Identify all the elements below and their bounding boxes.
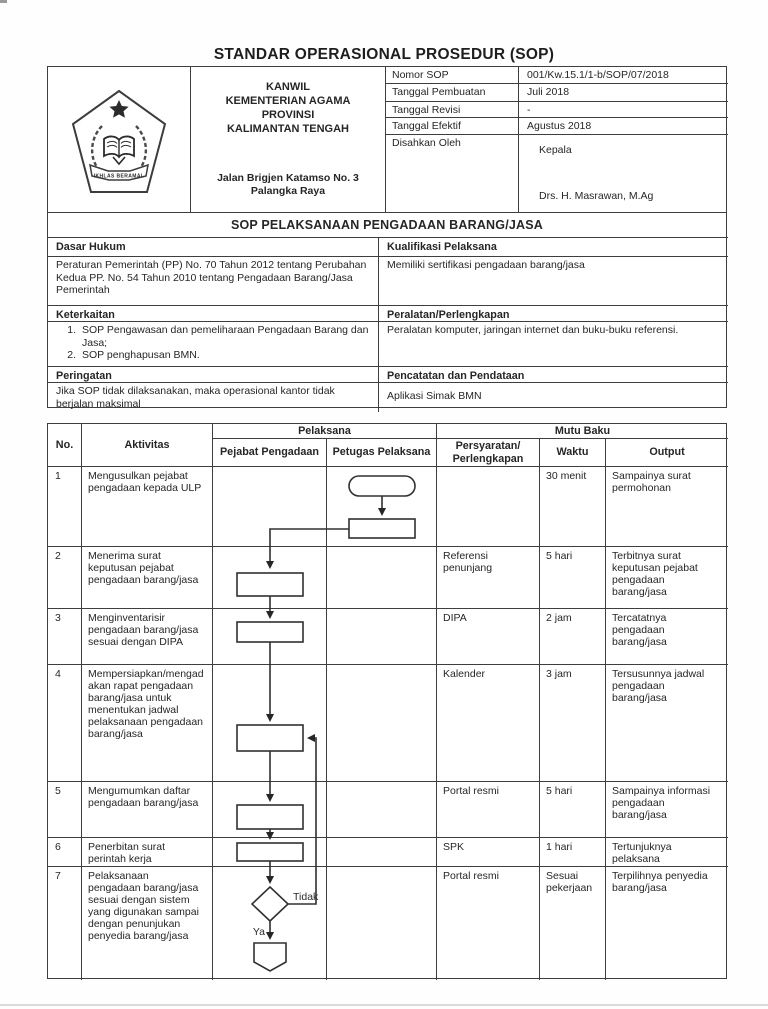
column-header-mutu-baku: Mutu Baku xyxy=(437,424,728,439)
section-header-dasar-hukum: Dasar Hukum xyxy=(48,237,379,256)
cell-output: Sampainya surat permohonan xyxy=(606,467,728,547)
flow-label-ya: Ya xyxy=(252,926,265,938)
flow-cell-petugas xyxy=(327,782,437,838)
meta-label-tanggal-pembuatan: Tanggal Pembuatan xyxy=(386,84,519,102)
info-sections xyxy=(48,237,726,412)
cell-waktu: 3 jam xyxy=(540,665,606,782)
flow-cell-petugas xyxy=(327,838,437,867)
approval-cell xyxy=(519,135,728,212)
flow-cell-petugas xyxy=(327,547,437,609)
cell-no: 4 xyxy=(48,665,82,782)
cell-waktu: Sesuai pekerjaan xyxy=(540,867,606,980)
item-text: SOP penghapusan BMN. xyxy=(82,349,200,361)
cell-no: 1 xyxy=(48,467,82,547)
letterhead xyxy=(48,67,726,212)
org-line: KEMENTERIAN AGAMA xyxy=(225,95,351,107)
meta-value-tanggal-revisi: - xyxy=(519,102,728,118)
item-number: 2. xyxy=(67,349,76,361)
cell-no: 2 xyxy=(48,547,82,609)
cell-output: Tercatatnya pengadaan barang/jasa xyxy=(606,609,728,665)
persyaratan-label: Persyaratan/ Perlengkapan xyxy=(452,440,524,465)
meta-label-disahkan-oleh: Disahkan Oleh xyxy=(386,135,519,212)
document-header-block xyxy=(47,66,727,408)
document-title: STANDAR OPERASIONAL PROSEDUR (SOP) xyxy=(213,46,555,63)
cell-persyaratan: Portal resmi xyxy=(437,782,540,838)
cell-persyaratan: DIPA xyxy=(437,609,540,665)
cell-persyaratan: SPK xyxy=(437,838,540,867)
cell-output: Tersusunnya jadwal pengadaan barang/jasa xyxy=(606,665,728,782)
flow-cell-petugas xyxy=(327,867,437,980)
approver-name: Drs. H. Masrawan, M.Ag xyxy=(539,190,654,202)
item-number: 1. xyxy=(67,324,76,336)
section-header-peringatan: Peringatan xyxy=(48,366,379,382)
cell-no: 5 xyxy=(48,782,82,838)
section-body-peralatan: Peralatan komputer, jaringan internet dan buku-buku referensi. xyxy=(379,321,728,366)
meta-label-tanggal-revisi: Tanggal Revisi xyxy=(386,102,519,118)
meta-label-nomor-sop: Nomor SOP xyxy=(386,67,519,84)
flow-cell-petugas xyxy=(327,467,437,547)
keterkaitan-item xyxy=(56,324,372,349)
column-header-persyaratan xyxy=(437,439,540,467)
cell-waktu: 30 menit xyxy=(540,467,606,547)
flow-cell-pejabat xyxy=(213,838,327,867)
approver-title: Kepala xyxy=(539,144,572,156)
cell-output: Terbitnya surat keputusan pejabat pengadaan barang/jasa xyxy=(606,547,728,609)
cell-waktu: 5 hari xyxy=(540,547,606,609)
org-line: PROVINSI xyxy=(261,109,315,121)
cell-persyaratan: Portal resmi xyxy=(437,867,540,980)
organization-name xyxy=(195,80,381,136)
meta-value-tanggal-efektif: Agustus 2018 xyxy=(519,118,728,135)
process-table xyxy=(47,423,727,979)
cell-no: 6 xyxy=(48,838,82,867)
column-header-pejabat-pengadaan: Pejabat Pengadaan xyxy=(213,439,327,467)
column-header-petugas-pelaksana: Petugas Pelaksana xyxy=(327,439,437,467)
flow-cell-pejabat xyxy=(213,867,327,980)
flow-cell-pejabat xyxy=(213,665,327,782)
cell-aktivitas: Mengumumkan daftar pengadaan barang/jasa xyxy=(82,782,213,838)
cell-persyaratan: Referensi penunjang xyxy=(437,547,540,609)
meta-label-tanggal-efektif: Tanggal Efektif xyxy=(386,118,519,135)
flow-cell-pejabat xyxy=(213,609,327,665)
cell-aktivitas: Menerima surat keputusan pejabat pengadaan barang/jasa xyxy=(82,547,213,609)
organization-cell xyxy=(191,67,386,212)
cell-waktu: 2 jam xyxy=(540,609,606,665)
flow-label-tidak: Tidak xyxy=(293,891,319,903)
cell-output: Tertunjuknya pelaksana xyxy=(606,838,728,867)
section-body-peringatan: Jika SOP tidak dilaksanakan, maka operasional kantor tidak berjalan maksimal xyxy=(48,382,379,412)
cell-aktivitas: Mempersiapkan/mengadakan rapat pengadaan barang/jasa untuk menentukan jadwal pelaksanaan pengadaan barang/jasa xyxy=(82,665,213,782)
cell-aktivitas: Pelaksanaan pengadaan barang/jasa sesuai dengan sistem yang digunakan sampai dengan penunjukan penyedia barang/jasa xyxy=(82,867,213,980)
column-header-waktu: Waktu xyxy=(540,439,606,467)
section-body-kualifikasi-pelaksana: Memiliki sertifikasi pengadaan barang/jasa xyxy=(379,256,728,305)
organization-address xyxy=(195,172,381,198)
sop-title: SOP PELAKSANAAN PENGADAAN BARANG/JASA xyxy=(48,212,726,237)
flow-cell-pejabat xyxy=(213,467,327,547)
cell-persyaratan xyxy=(437,467,540,547)
column-header-output: Output xyxy=(606,439,728,467)
cell-aktivitas: Penerbitan surat perintah kerja xyxy=(82,838,213,867)
cell-aktivitas: Mengusulkan pejabat pengadaan kepada ULP xyxy=(82,467,213,547)
column-header-aktivitas: Aktivitas xyxy=(82,424,213,467)
section-header-keterkaitan: Keterkaitan xyxy=(48,305,379,321)
section-body-keterkaitan xyxy=(48,321,379,366)
section-header-pencatatan: Pencatatan dan Pendataan xyxy=(379,366,728,382)
flow-cell-petugas xyxy=(327,665,437,782)
org-line: KANWIL xyxy=(266,81,310,93)
address-line: Palangka Raya xyxy=(250,185,326,197)
flow-cell-pejabat xyxy=(213,782,327,838)
cell-no: 7 xyxy=(48,867,82,980)
section-header-kualifikasi-pelaksana: Kualifikasi Pelaksana xyxy=(379,237,728,256)
section-header-peralatan: Peralatan/Perlengkapan xyxy=(379,305,728,321)
flow-cell-pejabat xyxy=(213,547,327,609)
cell-output: Terpilihnya penyedia barang/jasa xyxy=(612,870,708,894)
keterkaitan-item xyxy=(56,349,372,362)
org-line: KALIMANTAN TENGAH xyxy=(226,123,349,135)
item-text: SOP Pengawasan dan pemeliharaan Pengadaan Barang dan Jasa; xyxy=(82,324,369,349)
flow-cell-petugas xyxy=(327,609,437,665)
cell-waktu: 5 hari xyxy=(540,782,606,838)
cell-no: 3 xyxy=(48,609,82,665)
meta-value-nomor-sop: 001/Kw.15.1/1-b/SOP/07/2018 xyxy=(519,67,728,84)
column-header-pelaksana: Pelaksana xyxy=(213,424,437,439)
section-body-dasar-hukum: Peraturan Pemerintah (PP) No. 70 Tahun 2012 tentang Perubahan Kedua PP. No. 54 Tahun 2010 tentang Pengadaan Barang/Jasa Pemerintah xyxy=(48,256,379,305)
scan-page-edge xyxy=(0,1004,768,1006)
cell-output: Sampainya informasi pengadaan barang/jasa xyxy=(606,782,728,838)
cell-waktu: 1 hari xyxy=(540,838,606,867)
column-header-no: No. xyxy=(48,424,82,467)
motto-text: IKHLAS BERAMAL xyxy=(93,173,145,179)
kementerian-agama-emblem-icon xyxy=(69,87,169,197)
cell-persyaratan: Kalender xyxy=(437,665,540,782)
logo-cell xyxy=(48,67,191,212)
address-line: Jalan Brigjen Katamso No. 3 xyxy=(217,172,359,184)
meta-value-tanggal-pembuatan: Juli 2018 xyxy=(519,84,728,102)
cell-aktivitas: Menginventarisir pengadaan barang/jasa sesuai dengan DIPA xyxy=(82,609,213,665)
section-body-pencatatan: Aplikasi Simak BMN xyxy=(379,382,728,412)
scan-artifact xyxy=(0,0,7,3)
